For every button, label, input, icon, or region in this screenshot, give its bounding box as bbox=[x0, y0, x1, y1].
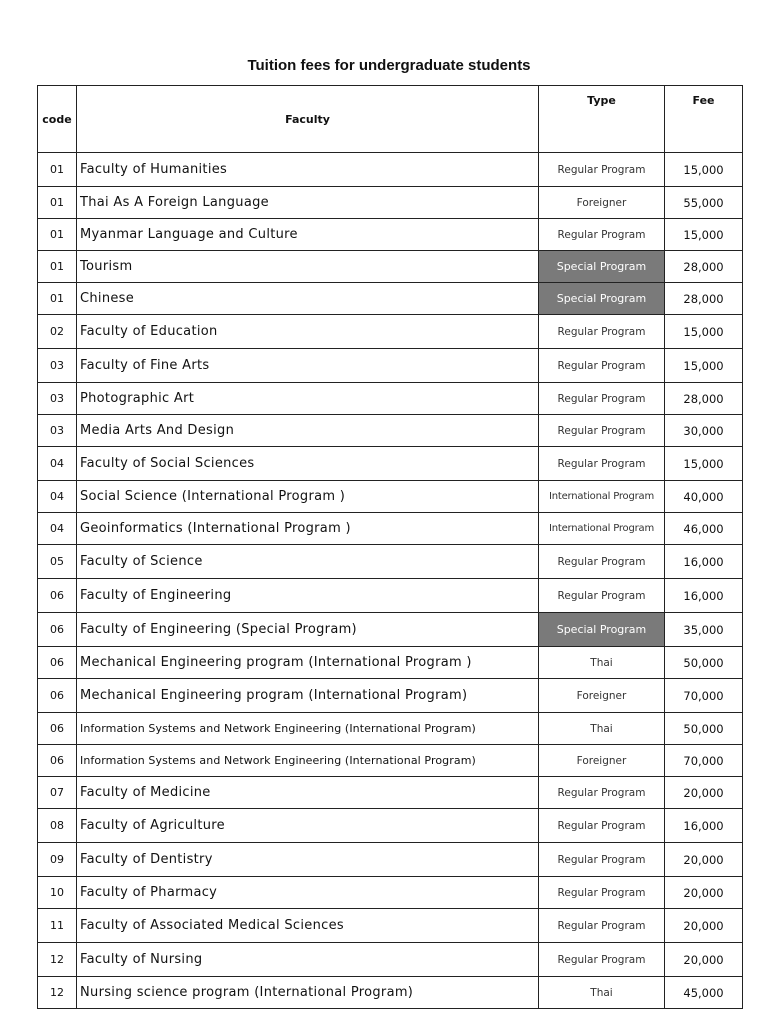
cell-faculty: Faculty of Dentistry bbox=[77, 843, 539, 877]
table-row bbox=[38, 349, 743, 383]
cell-code: 01 bbox=[38, 187, 77, 219]
cell-type: Foreigner bbox=[539, 679, 665, 713]
table-row bbox=[38, 383, 743, 415]
cell-type: Special Program bbox=[539, 613, 665, 647]
cell-code: 06 bbox=[38, 713, 77, 745]
cell-faculty: Nursing science program (International Program) bbox=[77, 977, 539, 1009]
cell-code: 01 bbox=[38, 153, 77, 187]
cell-type: Thai bbox=[539, 713, 665, 745]
table-row bbox=[38, 809, 743, 843]
cell-fee: 15,000 bbox=[665, 349, 743, 383]
header-code: code bbox=[38, 86, 77, 153]
cell-faculty: Faculty of Social Sciences bbox=[77, 447, 539, 481]
cell-faculty: Faculty of Associated Medical Sciences bbox=[77, 909, 539, 943]
cell-type: Regular Program bbox=[539, 777, 665, 809]
cell-type: Regular Program bbox=[539, 809, 665, 843]
table-row bbox=[38, 153, 743, 187]
cell-fee: 50,000 bbox=[665, 647, 743, 679]
cell-type: Regular Program bbox=[539, 579, 665, 613]
table-row bbox=[38, 777, 743, 809]
cell-type: Regular Program bbox=[539, 349, 665, 383]
table-row bbox=[38, 877, 743, 909]
table-row bbox=[38, 481, 743, 513]
table-row bbox=[38, 745, 743, 777]
cell-code: 06 bbox=[38, 647, 77, 679]
table-row bbox=[38, 909, 743, 943]
cell-code: 01 bbox=[38, 251, 77, 283]
cell-code: 03 bbox=[38, 415, 77, 447]
cell-fee: 28,000 bbox=[665, 251, 743, 283]
cell-type: Regular Program bbox=[539, 843, 665, 877]
cell-faculty: Faculty of Education bbox=[77, 315, 539, 349]
cell-faculty: Faculty of Nursing bbox=[77, 943, 539, 977]
cell-faculty: Information Systems and Network Engineering (International Program) bbox=[77, 713, 539, 745]
cell-fee: 45,000 bbox=[665, 977, 743, 1009]
cell-fee: 20,000 bbox=[665, 943, 743, 977]
table-row bbox=[38, 613, 743, 647]
cell-type: Regular Program bbox=[539, 383, 665, 415]
cell-type: Regular Program bbox=[539, 153, 665, 187]
cell-type: Regular Program bbox=[539, 943, 665, 977]
table-row bbox=[38, 545, 743, 579]
cell-code: 03 bbox=[38, 383, 77, 415]
table-row bbox=[38, 977, 743, 1009]
cell-fee: 55,000 bbox=[665, 187, 743, 219]
table-row bbox=[38, 251, 743, 283]
cell-code: 01 bbox=[38, 283, 77, 315]
cell-fee: 20,000 bbox=[665, 843, 743, 877]
cell-faculty: Thai As A Foreign Language bbox=[77, 187, 539, 219]
cell-fee: 15,000 bbox=[665, 315, 743, 349]
table-row bbox=[38, 647, 743, 679]
header-fee: Fee bbox=[665, 86, 743, 153]
cell-type: Regular Program bbox=[539, 877, 665, 909]
cell-type: Thai bbox=[539, 647, 665, 679]
table-row bbox=[38, 315, 743, 349]
cell-code: 06 bbox=[38, 579, 77, 613]
table-row bbox=[38, 943, 743, 977]
table-row bbox=[38, 447, 743, 481]
cell-code: 10 bbox=[38, 877, 77, 909]
cell-code: 02 bbox=[38, 315, 77, 349]
table-row bbox=[38, 679, 743, 713]
cell-type: Special Program bbox=[539, 251, 665, 283]
cell-code: 12 bbox=[38, 977, 77, 1009]
cell-fee: 16,000 bbox=[665, 579, 743, 613]
cell-fee: 20,000 bbox=[665, 909, 743, 943]
cell-code: 11 bbox=[38, 909, 77, 943]
cell-fee: 15,000 bbox=[665, 153, 743, 187]
cell-fee: 20,000 bbox=[665, 777, 743, 809]
cell-faculty: Mechanical Engineering program (International Program) bbox=[77, 679, 539, 713]
cell-code: 03 bbox=[38, 349, 77, 383]
cell-faculty: Tourism bbox=[77, 251, 539, 283]
table-row bbox=[38, 713, 743, 745]
cell-fee: 46,000 bbox=[665, 513, 743, 545]
cell-type: Regular Program bbox=[539, 447, 665, 481]
cell-faculty: Faculty of Humanities bbox=[77, 153, 539, 187]
cell-fee: 70,000 bbox=[665, 745, 743, 777]
cell-code: 07 bbox=[38, 777, 77, 809]
cell-faculty: Geoinformatics (International Program ) bbox=[77, 513, 539, 545]
cell-faculty: Faculty of Fine Arts bbox=[77, 349, 539, 383]
cell-type: Regular Program bbox=[539, 545, 665, 579]
cell-faculty: Chinese bbox=[77, 283, 539, 315]
cell-type: Regular Program bbox=[539, 415, 665, 447]
cell-fee: 20,000 bbox=[665, 877, 743, 909]
cell-fee: 15,000 bbox=[665, 219, 743, 251]
cell-code: 06 bbox=[38, 613, 77, 647]
cell-faculty: Faculty of Science bbox=[77, 545, 539, 579]
table-row bbox=[38, 579, 743, 613]
cell-fee: 70,000 bbox=[665, 679, 743, 713]
page-title: Tuition fees for undergraduate students bbox=[247, 57, 531, 74]
cell-fee: 16,000 bbox=[665, 545, 743, 579]
cell-code: 06 bbox=[38, 745, 77, 777]
cell-faculty: Faculty of Pharmacy bbox=[77, 877, 539, 909]
cell-faculty: Faculty of Agriculture bbox=[77, 809, 539, 843]
cell-code: 04 bbox=[38, 447, 77, 481]
cell-faculty: Information Systems and Network Engineering (International Program) bbox=[77, 745, 539, 777]
cell-type: Regular Program bbox=[539, 219, 665, 251]
cell-faculty: Media Arts And Design bbox=[77, 415, 539, 447]
table-row bbox=[38, 283, 743, 315]
cell-faculty: Mechanical Engineering program (International Program ) bbox=[77, 647, 539, 679]
cell-type: Special Program bbox=[539, 283, 665, 315]
cell-code: 12 bbox=[38, 943, 77, 977]
table-row bbox=[38, 415, 743, 447]
cell-fee: 35,000 bbox=[665, 613, 743, 647]
cell-fee: 30,000 bbox=[665, 415, 743, 447]
cell-fee: 28,000 bbox=[665, 283, 743, 315]
cell-type: International Program bbox=[539, 481, 665, 513]
cell-type: International Program bbox=[539, 513, 665, 545]
cell-type: Foreigner bbox=[539, 187, 665, 219]
cell-fee: 15,000 bbox=[665, 447, 743, 481]
cell-faculty: Photographic Art bbox=[77, 383, 539, 415]
cell-fee: 28,000 bbox=[665, 383, 743, 415]
cell-code: 08 bbox=[38, 809, 77, 843]
cell-type: Regular Program bbox=[539, 315, 665, 349]
table-row bbox=[38, 187, 743, 219]
cell-code: 04 bbox=[38, 481, 77, 513]
table-row bbox=[38, 219, 743, 251]
cell-code: 09 bbox=[38, 843, 77, 877]
cell-faculty: Faculty of Engineering bbox=[77, 579, 539, 613]
cell-type: Thai bbox=[539, 977, 665, 1009]
cell-fee: 40,000 bbox=[665, 481, 743, 513]
table-body bbox=[38, 153, 743, 1009]
cell-code: 04 bbox=[38, 513, 77, 545]
table-row bbox=[38, 843, 743, 877]
cell-code: 01 bbox=[38, 219, 77, 251]
cell-code: 05 bbox=[38, 545, 77, 579]
cell-fee: 50,000 bbox=[665, 713, 743, 745]
cell-faculty: Myanmar Language and Culture bbox=[77, 219, 539, 251]
header-type: Type bbox=[539, 86, 665, 153]
cell-faculty: Faculty of Medicine bbox=[77, 777, 539, 809]
cell-fee: 16,000 bbox=[665, 809, 743, 843]
header-faculty: Faculty bbox=[77, 86, 539, 153]
table-row bbox=[38, 513, 743, 545]
cell-code: 06 bbox=[38, 679, 77, 713]
cell-faculty: Faculty of Engineering (Special Program) bbox=[77, 613, 539, 647]
cell-faculty: Social Science (International Program ) bbox=[77, 481, 539, 513]
table-header-row bbox=[38, 86, 743, 153]
cell-type: Regular Program bbox=[539, 909, 665, 943]
cell-type: Foreigner bbox=[539, 745, 665, 777]
tuition-fees-table bbox=[37, 85, 743, 1009]
